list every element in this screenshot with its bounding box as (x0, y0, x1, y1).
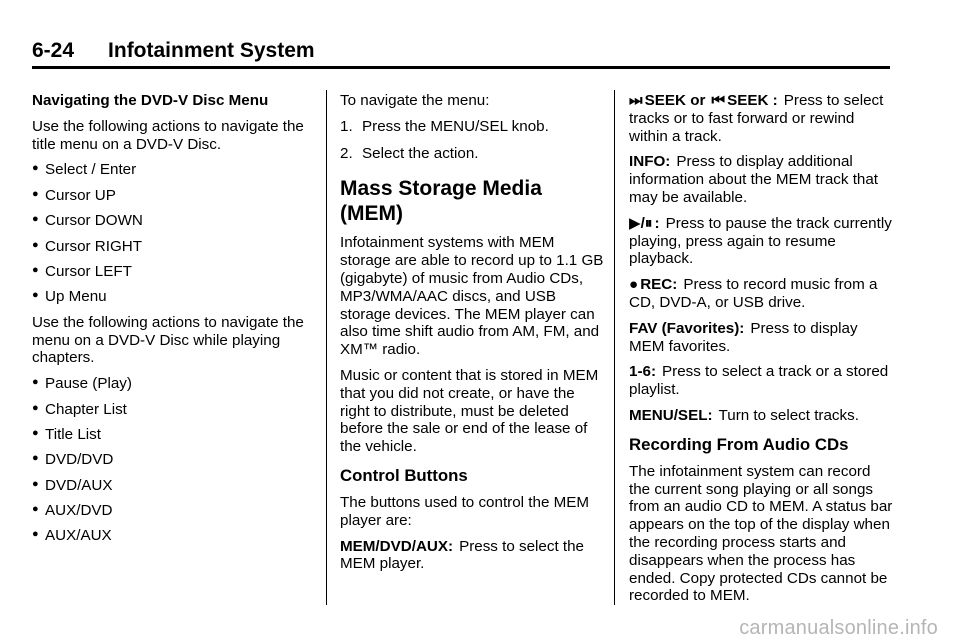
recording-paragraph: The infotainment system can record the current song playing or all songs from an audio CD to MEM. A status bar appears on the top of the display when the recording process starts and disappears when the process has ended. Copy protected CDs cannot be recorded to MEM. (629, 462, 893, 605)
column-2 (340, 92, 606, 581)
rec-entry: ● REC: Press to record music from a CD, DVD-A, or USB drive. (629, 276, 878, 311)
navigate-steps (340, 118, 606, 163)
list-item: ● Cursor DOWN (32, 212, 143, 230)
section-title: Infotainment System (108, 39, 315, 62)
section-heading-mem: Mass Storage Media (MEM) (340, 177, 542, 226)
bullet-icon: ● (32, 238, 39, 251)
intro-title-menu: Use the following actions to navigate the title menu on a DVD-V Disc. (32, 117, 304, 153)
fav-entry: FAV (Favorites): Press to display MEM favorites. (629, 319, 858, 355)
title-menu-actions (32, 161, 322, 306)
bullet-icon: ● (32, 528, 39, 541)
bullet-icon: ● (32, 503, 39, 516)
record-icon: ● (629, 276, 639, 294)
seek-prev-icon: ⏮ (711, 92, 726, 109)
page-number: 6-24 (32, 39, 75, 62)
list-item: ● Pause (Play) (32, 375, 132, 393)
column-1 (32, 92, 322, 553)
seek-next-icon: ⏭ (629, 92, 643, 109)
play-pause-entry: ▶/⏸ : Press to pause the track currently playing, press again to resume playback. (629, 214, 892, 268)
bullet-icon: ● (32, 452, 39, 465)
bullet-icon: ● (32, 263, 39, 276)
column-divider-2 (614, 90, 615, 605)
play-pause-icon: ▶/⏸ (629, 214, 653, 232)
bullet-icon: ● (32, 289, 39, 302)
list-item: ● AUX/DVD (32, 502, 113, 520)
header-rule (32, 66, 890, 69)
subheading-control-buttons: Control Buttons (340, 465, 468, 485)
list-item: ● Select / Enter (32, 161, 137, 179)
page-header (32, 38, 890, 64)
list-item: ● Cursor LEFT (32, 262, 132, 280)
bullet-icon: ● (32, 162, 39, 175)
list-item: ● Chapter List (32, 400, 127, 418)
list-item: ● Up Menu (32, 288, 107, 306)
column-3 (629, 92, 895, 613)
seek-entry: ⏭ SEEK or ⏮ SEEK : Press to select tracks or to fast forward or rewind within a track. (629, 92, 884, 145)
subheading-recording: Recording From Audio CDs (629, 434, 849, 454)
menu-sel-entry: MENU/SEL: Turn to select tracks. (629, 406, 859, 424)
list-item: ● Cursor UP (32, 186, 116, 204)
list-item: ● Title List (32, 425, 101, 443)
mem-dvd-aux-entry: MEM/DVD/AUX: Press to select the MEM player. (340, 537, 584, 573)
bullet-icon: ● (32, 477, 39, 490)
column-divider-1 (326, 90, 327, 605)
subheading-dvd-menu: Navigating the DVD-V Disc Menu (32, 92, 269, 109)
step-item: 2. Select the action. (340, 144, 479, 162)
watermark: carmanualsonline.info (739, 617, 938, 639)
mem-dvd-aux-term: MEM/DVD/AUX: (340, 537, 454, 555)
list-item: ● AUX/AUX (32, 527, 112, 545)
control-buttons-intro: The buttons used to control the MEM player are: (340, 493, 590, 529)
intro-chapter-menu: Use the following actions to navigate the menu on a DVD-V Disc while playing chapters. (32, 313, 304, 367)
bullet-icon: ● (32, 213, 39, 226)
list-item: ● Cursor RIGHT (32, 237, 143, 255)
list-item: ● DVD/DVD (32, 451, 114, 469)
chapter-menu-actions (32, 375, 322, 545)
mem-paragraph-2: Music or content that is stored in MEM that you did not create, or have the right to distribute, must be deleted before the sale or end of the lease of the vehicle. (340, 366, 599, 456)
bullet-icon: ● (32, 376, 39, 389)
info-entry: INFO: Press to display additional information about the MEM track that may be available. (629, 153, 879, 206)
preset-entry: 1-6: Press to select a track or a stored playlist. (629, 363, 889, 399)
mem-paragraph-1: Infotainment systems with MEM storage are able to record up to 1.1 GB (gigabyte) of music from Audio CDs, MP3/WMA/AAC discs, and USB storage devices. The MEM player can also time shift audio from AM, FM, and XM™ radio. (340, 234, 604, 359)
bullet-icon: ● (32, 426, 39, 439)
list-item: ● DVD/AUX (32, 476, 113, 494)
bullet-icon: ● (32, 401, 39, 414)
bullet-icon: ● (32, 187, 39, 200)
navigate-intro: To navigate the menu: (340, 92, 490, 109)
step-item: 1. Press the MENU/SEL knob. (340, 117, 549, 135)
